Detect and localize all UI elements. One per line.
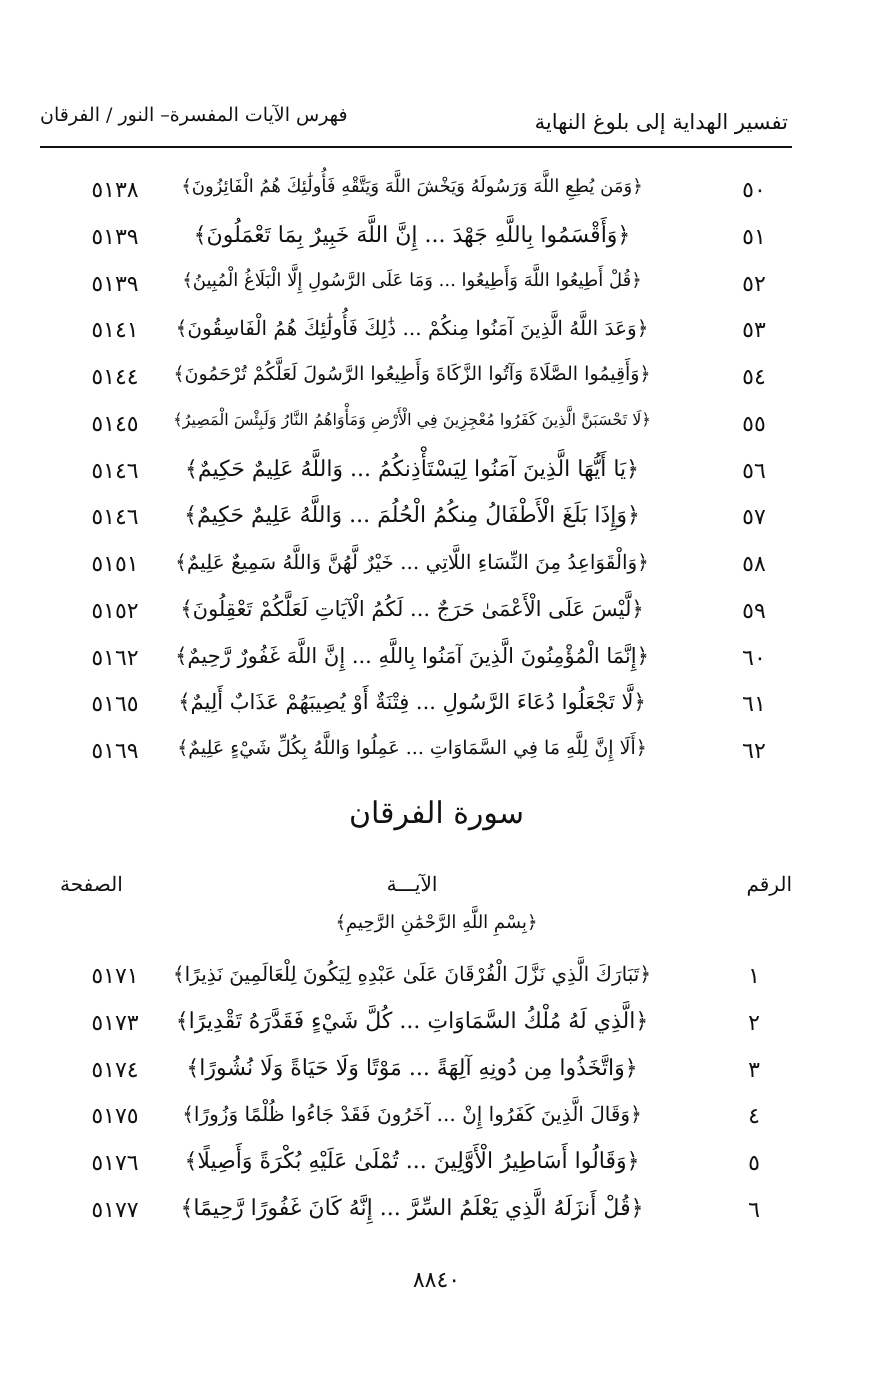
verse-text: ﴿وَقَالَ الَّذِينَ كَفَرُوا إِنْ ... آخَرُونَ فَقَدْ جَاءُوا ظُلْمًا وَزُورًا﴾ (182, 1102, 642, 1126)
column-headers (40, 872, 792, 906)
table-row (40, 310, 792, 354)
table-row (40, 1050, 792, 1094)
table-row (40, 1096, 792, 1140)
table-row (40, 264, 792, 308)
table-row (40, 544, 792, 588)
verse-text: ﴿يَا أَيُّهَا الَّذِينَ آمَنُوا لِيَسْتَأْذِنكُمُ ... وَاللَّهُ عَلِيمٌ حَكِيمٌ﴾ (184, 457, 640, 482)
verse-number: ٥٦ (742, 459, 766, 484)
book-title: تفسير الهداية إلى بلوغ النهاية (534, 110, 788, 134)
verse-number: ٥ (748, 1151, 760, 1176)
verse-text: ﴿وَقَالُوا أَسَاطِيرُ الْأَوَّلِينَ ... تُمْلَىٰ عَلَيْهِ بُكْرَةً وَأَصِيلًا﴾ (184, 1149, 640, 1174)
page-reference: ٥١٤١ (91, 318, 139, 343)
page-number: ٨٨٤٠ (412, 1268, 461, 1293)
verse-number: ٦٢ (742, 739, 766, 764)
verse-text: ﴿وَإِذَا بَلَغَ الْأَطْفَالُ مِنكُمُ الْحُلُمَ ... وَاللَّهُ عَلِيمٌ حَكِيمٌ﴾ (184, 503, 640, 528)
page-reference: ٥١٣٨ (91, 178, 139, 203)
verse-text: ﴿وَأَقِيمُوا الصَّلَاةَ وَآتُوا الزَّكَاةَ وَأَطِيعُوا الرَّسُولَ لَعَلَّكُمْ تُرْحَمُونَ﴾ (173, 363, 651, 385)
page-reference: ٥١٦٩ (91, 739, 139, 764)
verse-text: ﴿لَا تَحْسَبَنَّ الَّذِينَ كَفَرُوا مُعْجِزِينَ فِي الْأَرْضِ وَمَأْوَاهُمُ النَّارُ وَلَبِئْسَ الْمَصِيرُ﴾ (173, 410, 651, 429)
header-rule (40, 146, 792, 148)
table-row (40, 591, 792, 635)
table-row (40, 684, 792, 728)
page-reference: ٥١٦٥ (91, 692, 139, 717)
verse-number: ٦ (748, 1198, 760, 1223)
page-reference: ٥١٧٣ (91, 1011, 139, 1036)
verse-text: ﴿وَعَدَ اللَّهُ الَّذِينَ آمَنُوا مِنكُمْ ... ذَٰلِكَ فَأُولَٰئِكَ هُمُ الْفَاسِقُونَ﴾ (175, 316, 649, 340)
verse-number: ٢ (748, 1011, 760, 1036)
verse-text: ﴿قُلْ أَطِيعُوا اللَّهَ وَأَطِيعُوا ... وَمَا عَلَى الرَّسُولِ إِلَّا الْبَلَاغُ الْمُبِينُ﴾ (182, 270, 642, 291)
verse-number: ٦٠ (742, 646, 766, 671)
verse-text: ﴿وَمَن يُطِعِ اللَّهَ وَرَسُولَهُ وَيَخْشَ اللَّهَ وَيَتَّقْهِ فَأُولَٰئِكَ هُمُ الْفَائِزُونَ﴾ (181, 176, 643, 197)
table-row (40, 217, 792, 261)
table-row (40, 497, 792, 541)
page-reference: ٥١٧٤ (91, 1058, 139, 1083)
verse-text: ﴿أَلَا إِنَّ لِلَّهِ مَا فِي السَّمَاوَاتِ ... عَمِلُوا وَاللَّهُ بِكُلِّ شَيْءٍ عَلِيمٌ﴾ (177, 737, 647, 759)
column-header-number: الرقم (746, 872, 792, 896)
page-reference: ٥١٧٦ (91, 1151, 139, 1176)
basmala: ﴿بِسْمِ اللَّهِ الرَّحْمَٰنِ الرَّحِيمِ﴾ (335, 912, 538, 933)
page-reference: ٥١٣٩ (91, 225, 139, 250)
verse-text: ﴿تَبَارَكَ الَّذِي نَزَّلَ الْفُرْقَانَ عَلَىٰ عَبْدِهِ لِيَكُونَ لِلْعَالَمِينَ نَذِيرًا﴾ (172, 962, 652, 986)
verse-text: ﴿وَاتَّخَذُوا مِن دُونِهِ آلِهَةً ... مَوْتًا وَلَا حَيَاةً وَلَا نُشُورًا﴾ (186, 1056, 638, 1081)
verse-text: ﴿قُلْ أَنزَلَهُ الَّذِي يَعْلَمُ السِّرَّ ... إِنَّهُ كَانَ غَفُورًا رَّحِيمًا﴾ (180, 1196, 644, 1221)
table-row (40, 357, 792, 401)
column-header-page: الصفحة (60, 872, 123, 896)
page-reference: ٥١٧٥ (91, 1104, 139, 1129)
column-header-verse: الآيـــة (386, 872, 438, 896)
page-reference: ٥١٤٦ (91, 505, 139, 530)
table-row (40, 956, 792, 1000)
page-reference: ٥١٤٤ (91, 365, 139, 390)
verse-number: ٤ (748, 1104, 760, 1129)
table-row (40, 638, 792, 682)
verse-text: ﴿الَّذِي لَهُ مُلْكُ السَّمَاوَاتِ ... كُلَّ شَيْءٍ فَقَدَّرَهُ تَقْدِيرًا﴾ (175, 1009, 649, 1034)
verse-number: ٥٧ (742, 505, 766, 530)
page-reference: ٥١٦٢ (91, 646, 139, 671)
verse-number: ٥٥ (742, 412, 766, 437)
table-row (40, 170, 792, 214)
verse-number: ٥٨ (742, 552, 766, 577)
verse-number: ٥٣ (742, 318, 766, 343)
table-row (40, 1003, 792, 1047)
running-header (40, 100, 792, 148)
verse-number: ٣ (748, 1058, 760, 1083)
table-row (40, 1190, 792, 1234)
page-reference: ٥١٣٩ (91, 272, 139, 297)
table-row (40, 451, 792, 495)
verse-number: ٥١ (742, 225, 766, 250)
page-reference: ٥١٧٧ (91, 1198, 139, 1223)
table-row (40, 404, 792, 448)
section-title: فهرس الآيات المفسرة– النور / الفرقان (40, 104, 348, 126)
table-row (40, 731, 792, 775)
page-reference: ٥١٥٢ (91, 599, 139, 624)
page-reference: ٥١٥١ (91, 552, 139, 577)
page-reference: ٥١٤٦ (91, 459, 139, 484)
verse-text: ﴿وَأَقْسَمُوا بِاللَّهِ جَهْدَ ... إِنَّ اللَّهَ خَبِيرٌ بِمَا تَعْمَلُونَ﴾ (193, 223, 631, 248)
table-row (40, 1143, 792, 1187)
verse-number: ٥٤ (742, 365, 766, 390)
verse-number: ٥٩ (742, 599, 766, 624)
verse-number: ٦١ (742, 692, 766, 717)
verse-number: ٥٠ (742, 178, 766, 203)
verse-number: ١ (748, 964, 760, 989)
page-reference: ٥١٧١ (91, 964, 139, 989)
verse-text: ﴿لَّا تَجْعَلُوا دُعَاءَ الرَّسُولِ ... فِتْنَةٌ أَوْ يُصِيبَهُمْ عَذَابٌ أَلِيمٌ﴾ (178, 690, 646, 714)
surah-title: سورة الفرقان (348, 796, 525, 831)
verse-text: ﴿وَالْقَوَاعِدُ مِنَ النِّسَاءِ اللَّاتِي ... خَيْرٌ لَّهُنَّ وَاللَّهُ سَمِيعٌ عَلِيمٌ﴾ (175, 550, 649, 574)
verse-number: ٥٢ (742, 272, 766, 297)
verse-text: ﴿لَّيْسَ عَلَى الْأَعْمَىٰ حَرَجٌ ... لَكُمُ الْآيَاتِ لَعَلَّكُمْ تَعْقِلُونَ﴾ (180, 597, 644, 621)
verse-text: ﴿إِنَّمَا الْمُؤْمِنُونَ الَّذِينَ آمَنُوا بِاللَّهِ ... إِنَّ اللَّهَ غَفُورٌ رَّحِيمٌ﴾ (175, 644, 649, 668)
page-reference: ٥١٤٥ (91, 412, 139, 437)
